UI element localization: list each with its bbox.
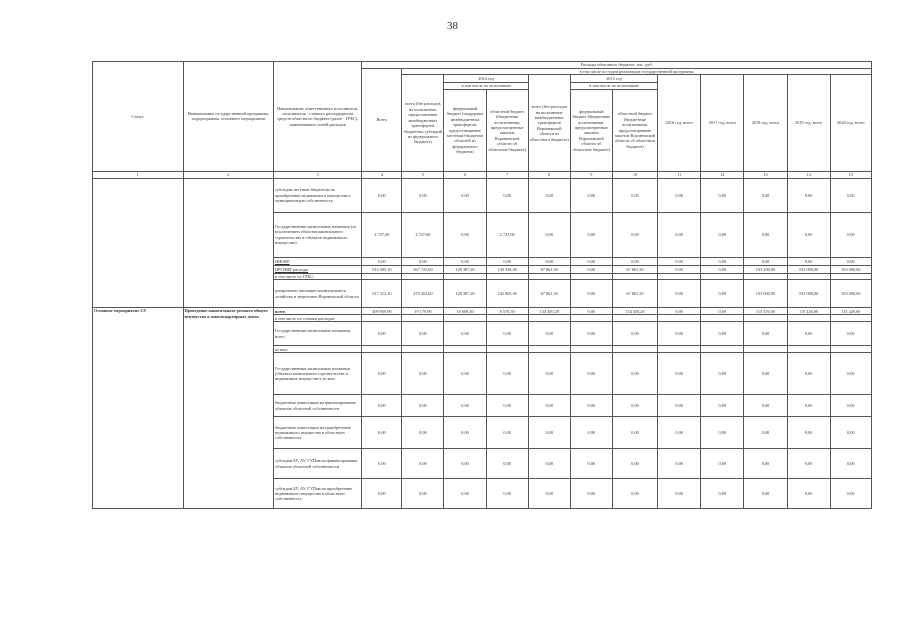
value-cell: 0,00 [486, 417, 528, 449]
value-cell: 499 959,90 [362, 308, 402, 315]
value-cell [402, 346, 444, 353]
header-total-2014: всего (без расходов на исполнение, предоставление межбюджетных трансфертов бюджетам, субсидий из федерального бюджета) [402, 75, 444, 171]
value-cell: 0,00 [658, 353, 701, 395]
value-cell: 0,00 [658, 265, 701, 273]
header-status: Статус [93, 62, 184, 172]
value-cell: 0,00 [402, 479, 444, 509]
row-label: субсидии БУ, АУ, ГУПам на финансирование объектов областной собственности [274, 449, 362, 479]
value-cell: 0,00 [658, 479, 701, 509]
value-cell: 0,00 [701, 479, 744, 509]
value-cell: 0,00 [402, 178, 444, 212]
header-total: Всего [362, 69, 402, 172]
value-cell: 0,00 [528, 449, 570, 479]
value-cell: 0,00 [701, 178, 744, 212]
row-label: из них: [274, 346, 362, 353]
value-cell: 193 000,00 [830, 265, 871, 273]
value-cell: 0,00 [658, 308, 701, 315]
header-by-sources-2: в том числе по источникам [570, 83, 657, 89]
value-cell [528, 346, 570, 353]
value-cell [787, 346, 830, 353]
value-cell [658, 315, 701, 322]
value-cell: 0,00 [444, 417, 486, 449]
value-cell: 0,00 [701, 353, 744, 395]
value-cell: 914 585,10 [362, 265, 402, 273]
column-number: 13 [744, 171, 787, 178]
row-label: Государственные капитальные вложения (объекты капитального строительства и недвижимое имущество), из них: [274, 353, 362, 395]
value-cell: 0,00 [528, 212, 570, 257]
value-cell: 917 312,10 [362, 280, 402, 308]
value-cell [787, 315, 830, 322]
value-cell: 0,00 [362, 479, 402, 509]
value-cell: 0,00 [744, 322, 787, 346]
value-cell: 0,00 [658, 417, 701, 449]
value-cell: 0,00 [612, 178, 657, 212]
value-cell: 0,00 [701, 280, 744, 308]
value-cell: 0,00 [570, 322, 612, 346]
value-cell: 0,00 [701, 449, 744, 479]
value-cell: 139 338,40 [486, 265, 528, 273]
value-cell: 0,00 [402, 449, 444, 479]
value-cell: 0,00 [362, 353, 402, 395]
name-cell [183, 178, 274, 307]
value-cell [612, 315, 657, 322]
value-cell: 0,00 [612, 322, 657, 346]
row-label: всего [274, 308, 362, 315]
value-cell: 67 861,50 [528, 265, 570, 273]
header-reg-2015: областной бюджет (бюджетные ассигнования, предусмотренные законом Воронежской области об областном бюджете) [612, 89, 657, 171]
row-label: ПРОЧИЕ расходы [274, 265, 362, 273]
value-cell: 0,00 [570, 395, 612, 417]
column-number: 5 [402, 171, 444, 178]
value-cell [830, 346, 871, 353]
value-cell: 0,00 [362, 257, 402, 265]
row-label: субсидии местным бюджетам на приобретение недвижимого имущества в муниципальную собственность [274, 178, 362, 212]
value-cell: 0,00 [362, 178, 402, 212]
value-cell: 0,00 [787, 449, 830, 479]
table-row [93, 308, 872, 315]
value-cell: 0,00 [570, 417, 612, 449]
column-number: 14 [787, 171, 830, 178]
value-cell: 0,00 [701, 257, 744, 265]
value-cell: 0,00 [830, 212, 871, 257]
value-cell: 0,00 [787, 417, 830, 449]
measure-status: Основное мероприятие 3.9 [93, 308, 184, 509]
value-cell: 193 000,00 [830, 280, 871, 308]
value-cell: 0,00 [528, 395, 570, 417]
header-including: в том числе по годам реализации государственной программы [402, 69, 872, 75]
value-cell: 0,00 [444, 395, 486, 417]
value-cell: 0,00 [830, 479, 871, 509]
header-year-2015: 2015 год [570, 75, 657, 83]
value-cell: 0,00 [744, 353, 787, 395]
value-cell: 115 426,60 [787, 308, 830, 315]
value-cell: 0,00 [570, 353, 612, 395]
column-number: 15 [830, 171, 871, 178]
value-cell: 134 450,20 [612, 308, 657, 315]
column-number: 7 [486, 171, 528, 178]
row-label: Государственные капитальные вложения, всего [274, 322, 362, 346]
value-cell: 0,00 [612, 257, 657, 265]
value-cell: 0,00 [486, 479, 528, 509]
row-label: бюджетные инвестиции на приобретение недвижимого имущества в областную собственность [274, 417, 362, 449]
value-cell: 0,00 [362, 395, 402, 417]
value-cell: 128 387,20 [444, 280, 486, 308]
value-cell: 267 725,60 [402, 265, 444, 273]
value-cell [744, 315, 787, 322]
value-cell [486, 315, 528, 322]
value-cell: 0,00 [830, 178, 871, 212]
value-cell: 193 000,00 [787, 280, 830, 308]
value-cell: 0,00 [744, 395, 787, 417]
value-cell: 0,00 [528, 178, 570, 212]
value-cell: 115 426,60 [830, 308, 871, 315]
value-cell: 0,00 [658, 178, 701, 212]
value-cell [612, 346, 657, 353]
header-year-2014: 2014 год [444, 75, 528, 83]
value-cell: 0,00 [701, 417, 744, 449]
value-cell [830, 315, 871, 322]
value-cell: 0,00 [528, 479, 570, 509]
value-cell: 142 065,40 [486, 280, 528, 308]
value-cell: 0,00 [570, 308, 612, 315]
column-number: 4 [362, 171, 402, 178]
value-cell: 0,00 [744, 178, 787, 212]
value-cell: 0,00 [402, 395, 444, 417]
value-cell: 0,00 [570, 257, 612, 265]
value-cell: 0,00 [444, 212, 486, 257]
value-cell: 0,00 [444, 479, 486, 509]
value-cell [701, 346, 744, 353]
table-row [93, 178, 872, 212]
row-label: НИОКР [274, 257, 362, 265]
value-cell: 0,00 [658, 280, 701, 308]
value-cell: 0,00 [402, 257, 444, 265]
value-cell: 8 570,50 [486, 308, 528, 315]
column-number: 3 [274, 171, 362, 178]
column-number: 11 [658, 171, 701, 178]
value-cell: 0,00 [830, 353, 871, 395]
value-cell: 0,00 [402, 417, 444, 449]
value-cell: 0,00 [744, 449, 787, 479]
value-cell: 0,00 [486, 257, 528, 265]
value-cell: 0,00 [658, 212, 701, 257]
value-cell: 0,00 [787, 322, 830, 346]
value-cell: 0,00 [830, 322, 871, 346]
value-cell: 0,00 [701, 212, 744, 257]
value-cell: 0,00 [612, 395, 657, 417]
value-cell: 2 727,00 [362, 212, 402, 257]
header-total-2015: всего (без расходов на исполнение межбюджетных трансфертов Воронежской области из областного бюджета) [528, 75, 570, 171]
header-2016: 2016 год, всего [658, 75, 701, 171]
value-cell: 0,00 [744, 212, 787, 257]
header-program-name: Наименование государственной программы, подпрограммы, основного мероприятия [183, 62, 274, 172]
header-fed-2014: федеральный бюджет (поддержка межбюджетных трансфертов, предоставляемые местным бюджетам областей из федерального бюджета) [444, 89, 486, 171]
value-cell [570, 315, 612, 322]
value-cell: 0,00 [658, 395, 701, 417]
value-cell: 0,00 [528, 417, 570, 449]
value-cell: 0,00 [444, 322, 486, 346]
value-cell: 0,00 [658, 322, 701, 346]
value-cell [362, 315, 402, 322]
value-cell [658, 346, 701, 353]
row-label: в том числе по ГРБС: [274, 273, 362, 279]
value-cell: 0,00 [570, 449, 612, 479]
value-cell [444, 315, 486, 322]
column-number: 10 [612, 171, 657, 178]
column-number: 8 [528, 171, 570, 178]
value-cell: 0,00 [612, 449, 657, 479]
value-cell [744, 346, 787, 353]
value-cell: 0,00 [787, 178, 830, 212]
value-cell: 0,00 [444, 449, 486, 479]
value-cell: 0,00 [528, 353, 570, 395]
row-label: департамент жилищно-коммунального хозяйства и энергетики Воронежской области [274, 280, 362, 308]
header-2020: 2020 год, всего [830, 75, 871, 171]
value-cell: 0,00 [830, 449, 871, 479]
value-cell [701, 315, 744, 322]
row-label: бюджетные инвестиции на финансирование объектов областной собственности [274, 395, 362, 417]
value-cell: 0,00 [612, 353, 657, 395]
value-cell: 0,00 [658, 449, 701, 479]
value-cell: 0,00 [486, 178, 528, 212]
column-number: 2 [183, 171, 274, 178]
value-cell: 0,00 [362, 417, 402, 449]
value-cell: 0,00 [528, 322, 570, 346]
column-number: 1 [93, 171, 184, 178]
value-cell: 0,00 [612, 212, 657, 257]
column-numbers-row [93, 171, 872, 178]
value-cell: 0,00 [444, 178, 486, 212]
value-cell: 0,00 [486, 322, 528, 346]
value-cell: 0,00 [787, 479, 830, 509]
value-cell: 0,00 [744, 479, 787, 509]
value-cell: 0,00 [830, 395, 871, 417]
value-cell: 2 727,00 [402, 212, 444, 257]
value-cell: 0,00 [787, 212, 830, 257]
row-label: в том числе по статьям расходов: [274, 315, 362, 322]
value-cell: 0,00 [528, 257, 570, 265]
value-cell: 0,00 [570, 479, 612, 509]
header-2019: 2019 год, всего [787, 75, 830, 171]
value-cell: 0,00 [830, 257, 871, 265]
value-cell: 134 450,20 [528, 308, 570, 315]
value-cell: 0,00 [744, 257, 787, 265]
value-cell: 19 179,90 [402, 308, 444, 315]
value-cell [528, 315, 570, 322]
value-cell: 67 861,50 [528, 280, 570, 308]
budget-table [92, 61, 872, 509]
value-cell: 0,00 [701, 308, 744, 315]
value-cell: 193 000,00 [744, 280, 787, 308]
row-label: Государственные капитальные вложения (за исключением объектов капитального строительства и объектов недвижимого имущества) [274, 212, 362, 257]
value-cell [486, 346, 528, 353]
value-cell: 10 609,40 [444, 308, 486, 315]
value-cell: 0,00 [701, 265, 744, 273]
value-cell: 0,00 [787, 353, 830, 395]
value-cell: 0,00 [570, 265, 612, 273]
value-cell: 0,00 [570, 178, 612, 212]
page-number: 38 [447, 20, 458, 32]
value-cell: 2 727,00 [486, 212, 528, 257]
value-cell [444, 346, 486, 353]
value-cell: 0,00 [612, 479, 657, 509]
value-cell: 67 861,50 [612, 280, 657, 308]
value-cell: 0,00 [486, 395, 528, 417]
value-cell: 0,00 [486, 449, 528, 479]
header-fed-2015: федеральный бюджет (бюджетные ассигнования, предусмотренные законом Воронежской области об областном бюджете) [570, 89, 612, 171]
column-number: 6 [444, 171, 486, 178]
value-cell: 193 000,00 [787, 265, 830, 273]
value-cell: 0,00 [612, 417, 657, 449]
header-expenses-title: Расходы областного бюджета, тыс. руб. [362, 62, 872, 69]
value-cell [362, 346, 402, 353]
value-cell: 0,00 [362, 449, 402, 479]
value-cell: 0,00 [486, 353, 528, 395]
value-cell: 0,00 [362, 322, 402, 346]
value-cell: 193 200,00 [744, 265, 787, 273]
header-2017: 2017 год, всего [701, 75, 744, 171]
value-cell: 0,00 [444, 353, 486, 395]
header-2018: 2018 год, всего [744, 75, 787, 171]
value-cell: 67 861,50 [612, 265, 657, 273]
value-cell: 115 476,00 [744, 308, 787, 315]
measure-name: Проведение капитального ремонта общего имущества в многоквартирных домах [183, 308, 274, 509]
row-label: субсидии БУ, АУ, ГУПам на приобретение недвижимого имущества в областную собственность [274, 479, 362, 509]
value-cell: 128 387,20 [444, 265, 486, 273]
status-cell [93, 178, 184, 307]
value-cell: 0,00 [787, 395, 830, 417]
column-number: 12 [701, 171, 744, 178]
value-cell: 0,00 [444, 257, 486, 265]
value-cell: 0,00 [402, 353, 444, 395]
value-cell: 0,00 [744, 417, 787, 449]
value-cell: 0,00 [402, 322, 444, 346]
value-cell: 0,00 [701, 322, 744, 346]
value-cell [402, 315, 444, 322]
value-cell: 0,00 [830, 417, 871, 449]
header-reg-2014: областной бюджет (бюджетные ассигнования, предусмотренные законом Воронежской области об областном бюджете) [486, 89, 528, 171]
header-by-sources: в том числе по источникам [444, 83, 528, 89]
column-number: 9 [570, 171, 612, 178]
value-cell: 270 452,60 [402, 280, 444, 308]
value-cell [570, 346, 612, 353]
value-cell: 0,00 [570, 212, 612, 257]
header-source-name: Наименование ответственного исполнителя, исполнителя - главного распорядителя средств областного бюджета (далее - ГРБС), наименование статей расходов [274, 62, 362, 172]
value-cell: 0,00 [658, 257, 701, 265]
value-cell: 0,00 [787, 257, 830, 265]
value-cell: 0,00 [701, 395, 744, 417]
value-cell: 0,00 [570, 280, 612, 308]
